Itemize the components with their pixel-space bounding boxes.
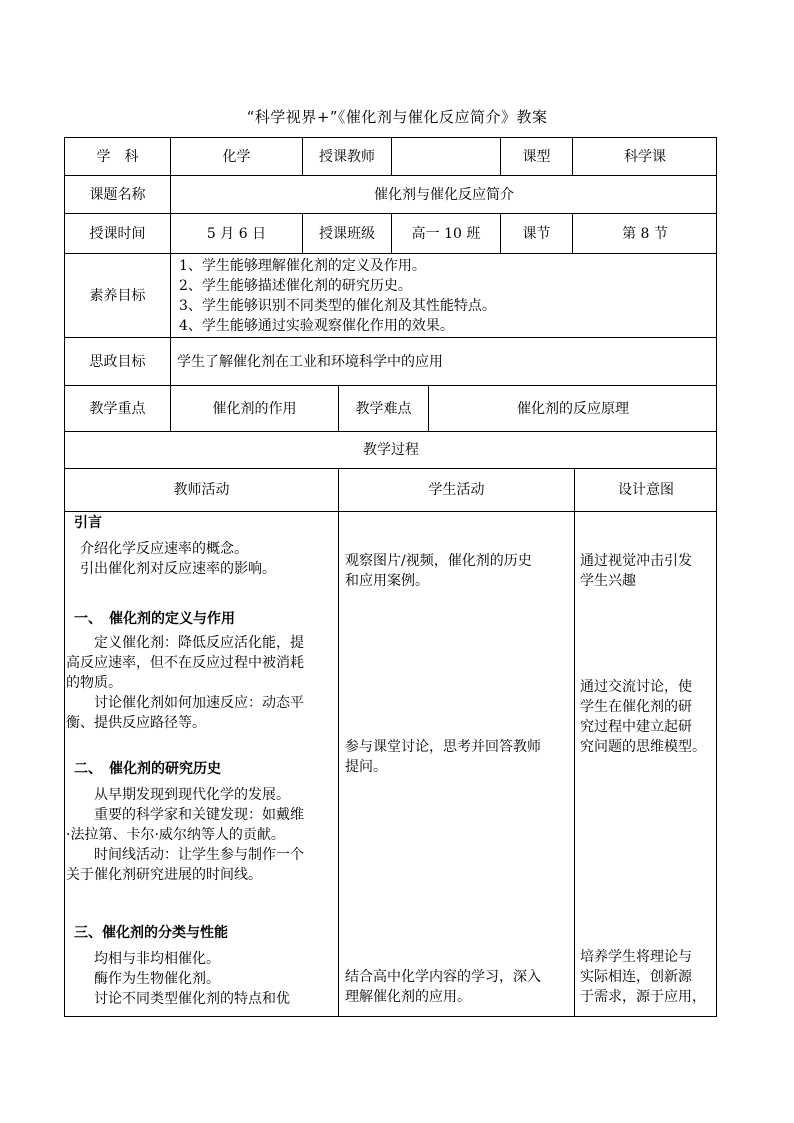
design-intent-line: 学生在催化剂的研 — [580, 699, 692, 715]
intro-line: 引出催化剂对反应速率的影响。 — [80, 561, 276, 577]
key-point-label: 教学重点 — [64, 385, 170, 431]
section-2-line: 重要的科学家和关键发现：如戴维 — [66, 807, 304, 823]
design-intent-header: 设计意图 — [574, 468, 717, 511]
lesson-plan-table — [64, 137, 717, 1017]
design-intent-line: 学生兴趣 — [580, 573, 636, 589]
design-intent-line: 培养学生将理论与 — [580, 949, 692, 965]
class-label: 授课班级 — [302, 213, 391, 253]
student-activity-header: 学生活动 — [338, 468, 574, 511]
topic-value: 催化剂与催化反应简介 — [170, 175, 717, 213]
section-2-line: 关于催化剂研究进展的时间线。 — [66, 867, 262, 883]
section-2-line: 时间线活动：让学生参与制作一个 — [66, 847, 304, 863]
student-activity-2 — [345, 737, 573, 777]
literacy-goal-item: 3、学生能够识别不同类型的催化剂及其性能特点。 — [179, 298, 496, 314]
student-activity-1 — [345, 551, 573, 591]
section-3-line: 酶作为生物催化剂。 — [66, 971, 220, 987]
student-activity-line: 提问。 — [345, 759, 387, 775]
section-3-title: 三、催化剂的分类与性能 — [74, 925, 228, 941]
intro-line: 介绍化学反应速率的概念。 — [80, 541, 248, 557]
literacy-goal-item: 2、学生能够描述催化剂的研究历史。 — [179, 278, 412, 294]
student-activity-line: 结合高中化学内容的学习，深入 — [345, 969, 541, 985]
key-point-value: 催化剂的作用 — [170, 385, 338, 431]
difficulty-label: 教学难点 — [338, 385, 428, 431]
student-activity-line: 观察图片/视频，催化剂的历史 — [345, 553, 532, 569]
lesson-type-label: 课型 — [500, 137, 572, 175]
section-1-line: 定义催化剂：降低反应活化能，提 — [66, 635, 304, 651]
subject-label: 学 科 — [64, 137, 170, 175]
literacy-goals-list — [170, 253, 717, 337]
period-value: 第 8 节 — [572, 213, 717, 253]
topic-label: 课题名称 — [64, 175, 170, 213]
class-value: 高一 10 班 — [391, 213, 500, 253]
document-title: “科学视界+”《催化剂与催化反应简介》教案 — [246, 108, 548, 126]
ideology-goal-label: 思政目标 — [64, 337, 170, 385]
difficulty-value: 催化剂的反应原理 — [428, 385, 717, 431]
teacher-value — [391, 137, 500, 175]
literacy-goals-label: 素养目标 — [64, 253, 170, 337]
section-3-line: 均相与非均相催化。 — [66, 951, 220, 967]
table-bottom-border — [64, 1016, 717, 1017]
section-1-line: 衡、提供反应路径等。 — [66, 715, 206, 731]
design-intent-line: 通过视觉冲击引发 — [580, 553, 692, 569]
section-3-line: 讨论不同类型催化剂的特点和优 — [66, 991, 290, 1007]
section-1-line: 讨论催化剂如何加速反应：动态平 — [66, 695, 304, 711]
literacy-goal-item: 4、学生能够通过实验观察催化作用的效果。 — [179, 318, 454, 334]
teacher-activity-content — [66, 513, 336, 1009]
process-header: 教学过程 — [64, 431, 717, 468]
subject-value: 化学 — [170, 137, 302, 175]
design-intent-line: 究问题的思维模型。 — [580, 739, 706, 755]
design-intent-2 — [580, 677, 716, 757]
section-2-title: 二、 催化剂的研究历史 — [74, 761, 221, 777]
student-activity-line: 参与课堂讨论，思考并回答教师 — [345, 739, 541, 755]
section-1-title: 一、 催化剂的定义与作用 — [74, 611, 235, 627]
student-activity-line: 理解催化剂的应用。 — [345, 989, 471, 1005]
design-intent-1 — [580, 551, 716, 591]
design-intent-line: 实际相连，创新源 — [580, 969, 692, 985]
table-right-border — [716, 137, 717, 1017]
design-intent-3 — [580, 947, 716, 1007]
period-label: 课节 — [500, 213, 572, 253]
teacher-activity-header: 教师活动 — [64, 468, 338, 511]
section-1-line: 高反应速率，但不在反应过程中被消耗 — [66, 655, 304, 671]
literacy-goal-item: 1、学生能够理解催化剂的定义及作用。 — [179, 258, 426, 274]
design-intent-line: 于需求，源于应用， — [580, 989, 706, 1005]
lesson-type-value: 科学课 — [572, 137, 717, 175]
section-2-line: 从早期发现到现代化学的发展。 — [66, 787, 290, 803]
intro-title: 引言 — [74, 515, 102, 531]
section-2-line: ·法拉第、卡尔·威尔纳等人的贡献。 — [66, 827, 285, 843]
ideology-goal-value: 学生了解催化剂在工业和环境科学中的应用 — [170, 337, 717, 385]
section-1-line: 的物质。 — [66, 675, 122, 691]
design-intent-line: 通过交流讨论，使 — [580, 679, 692, 695]
time-label: 授课时间 — [64, 213, 170, 253]
student-activity-3 — [345, 967, 573, 1007]
teacher-label: 授课教师 — [302, 137, 391, 175]
student-activity-line: 和应用案例。 — [345, 573, 429, 589]
design-intent-line: 究过程中建立起研 — [580, 719, 692, 735]
time-value: 5 月 6 日 — [170, 213, 302, 253]
